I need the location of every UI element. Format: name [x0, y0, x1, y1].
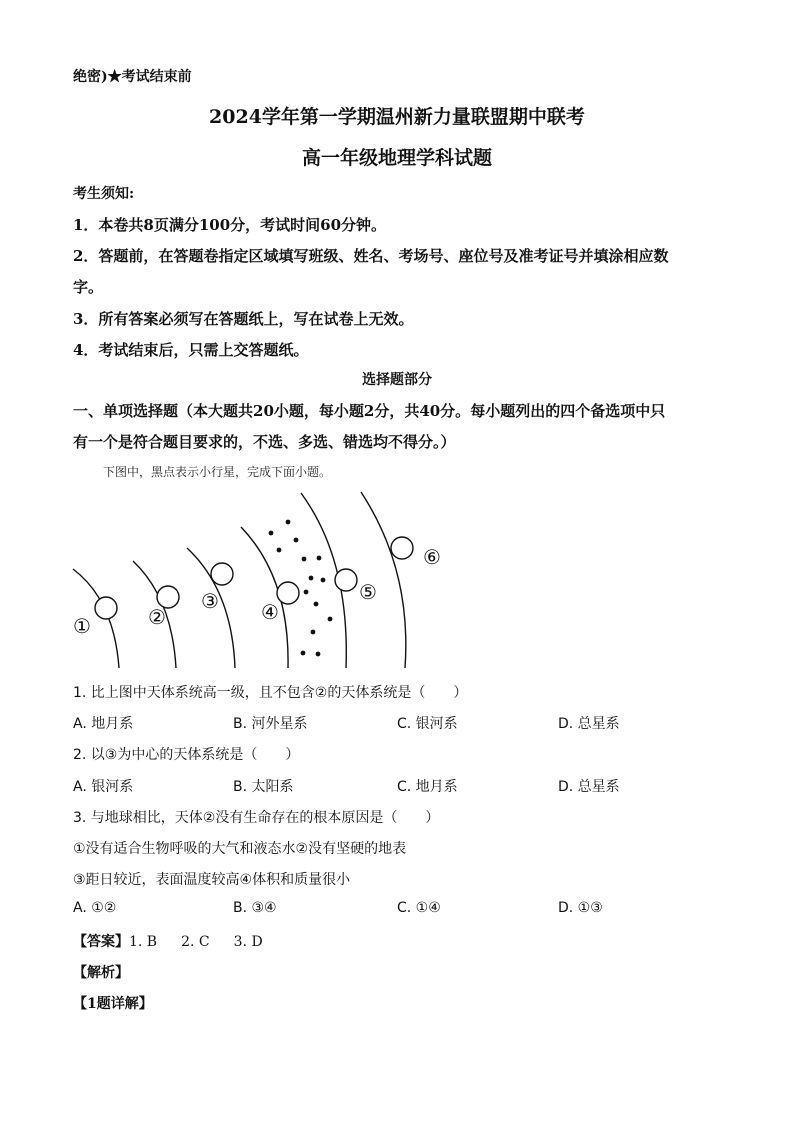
notice-item-4: 4．考试结束后，只需上交答题纸。	[73, 341, 309, 359]
label-5: ⑤	[359, 580, 377, 604]
answer-3: 3. D	[233, 934, 263, 950]
notice-item-2: 2．答题前，在答题卷指定区域填写班级、姓名、考场号、座位号及准考证号并填涂相应数	[73, 247, 669, 265]
label-3: ③	[201, 589, 219, 613]
q3-option-a[interactable]: A. ①②	[73, 900, 117, 916]
exam-title: 2024学年第一学期温州新力量联盟期中联考	[209, 106, 585, 128]
answer-line	[73, 931, 263, 951]
q3-option-b[interactable]: B. ③④	[233, 900, 277, 916]
q3-option-c[interactable]: C. ①④	[397, 900, 441, 916]
section-title: 选择题部分	[362, 372, 432, 388]
planet-6	[391, 537, 413, 559]
section-instruction-2: 有一个是符合题目要求的，不选、多选、错选均不得分。）	[73, 433, 456, 451]
detail-label: 【1题详解】	[73, 996, 153, 1012]
label-2: ②	[148, 605, 166, 629]
confidential-mark: 绝密)★考试结束前	[73, 69, 192, 85]
q2-option-c[interactable]: C. 地月系	[397, 779, 458, 795]
q1-option-a[interactable]: A. 地月系	[73, 716, 134, 732]
answer-1: 1. B	[129, 934, 158, 950]
q2-option-a[interactable]: A. 银河系	[73, 779, 134, 795]
analysis-label: 【解析】	[73, 965, 129, 981]
figure-caption: 下图中，黑点表示小行星，完成下面小题。	[103, 465, 332, 479]
planet-4	[277, 582, 299, 604]
q1-option-c[interactable]: C. 银河系	[397, 716, 458, 732]
notice-item-1: 1．本卷共8页满分100分，考试时间60分钟。	[73, 216, 387, 234]
answer-label: 【答案】	[73, 934, 129, 950]
notice-heading: 考生须知:	[73, 186, 135, 202]
q2-option-b[interactable]: B. 太阳系	[233, 779, 294, 795]
planet-1	[95, 597, 117, 619]
question-2-stem: 2. 以③为中心的天体系统是（ ）	[73, 747, 300, 763]
exam-subtitle: 高一年级地理学科试题	[301, 147, 492, 169]
notice-item-3: 3．所有答案必须写在答题纸上，写在试卷上无效。	[73, 310, 414, 328]
section-instruction-1: 一、单项选择题（本大题共20小题，每小题2分，共40分。每小题列出的四个备选项中只	[73, 402, 666, 420]
label-6: ⑥	[423, 545, 441, 569]
q1-option-b[interactable]: B. 河外星系	[233, 716, 308, 732]
planet-5	[335, 569, 357, 591]
q1-option-d[interactable]: D. 总星系	[558, 716, 620, 732]
label-4: ④	[261, 600, 279, 624]
question-3-statement-2: ③距日较近，表面温度较高④体积和质量很小	[73, 872, 351, 888]
answer-2: 2. C	[181, 934, 210, 950]
question-1-stem: 1. 比上图中天体系统高一级，且不包含②的天体系统是（ ）	[73, 685, 468, 701]
question-3-stem: 3. 与地球相比，天体②没有生命存在的根本原因是（ ）	[73, 810, 440, 826]
notice-item-2-cont: 字。	[73, 278, 104, 296]
question-3-statement-1: ①没有适合生物呼吸的大气和液态水②没有坚硬的地表	[73, 841, 407, 857]
q2-option-d[interactable]: D. 总星系	[558, 779, 620, 795]
planet-3	[211, 563, 233, 585]
q3-option-d[interactable]: D. ①③	[558, 900, 603, 916]
label-1: ①	[73, 614, 91, 638]
